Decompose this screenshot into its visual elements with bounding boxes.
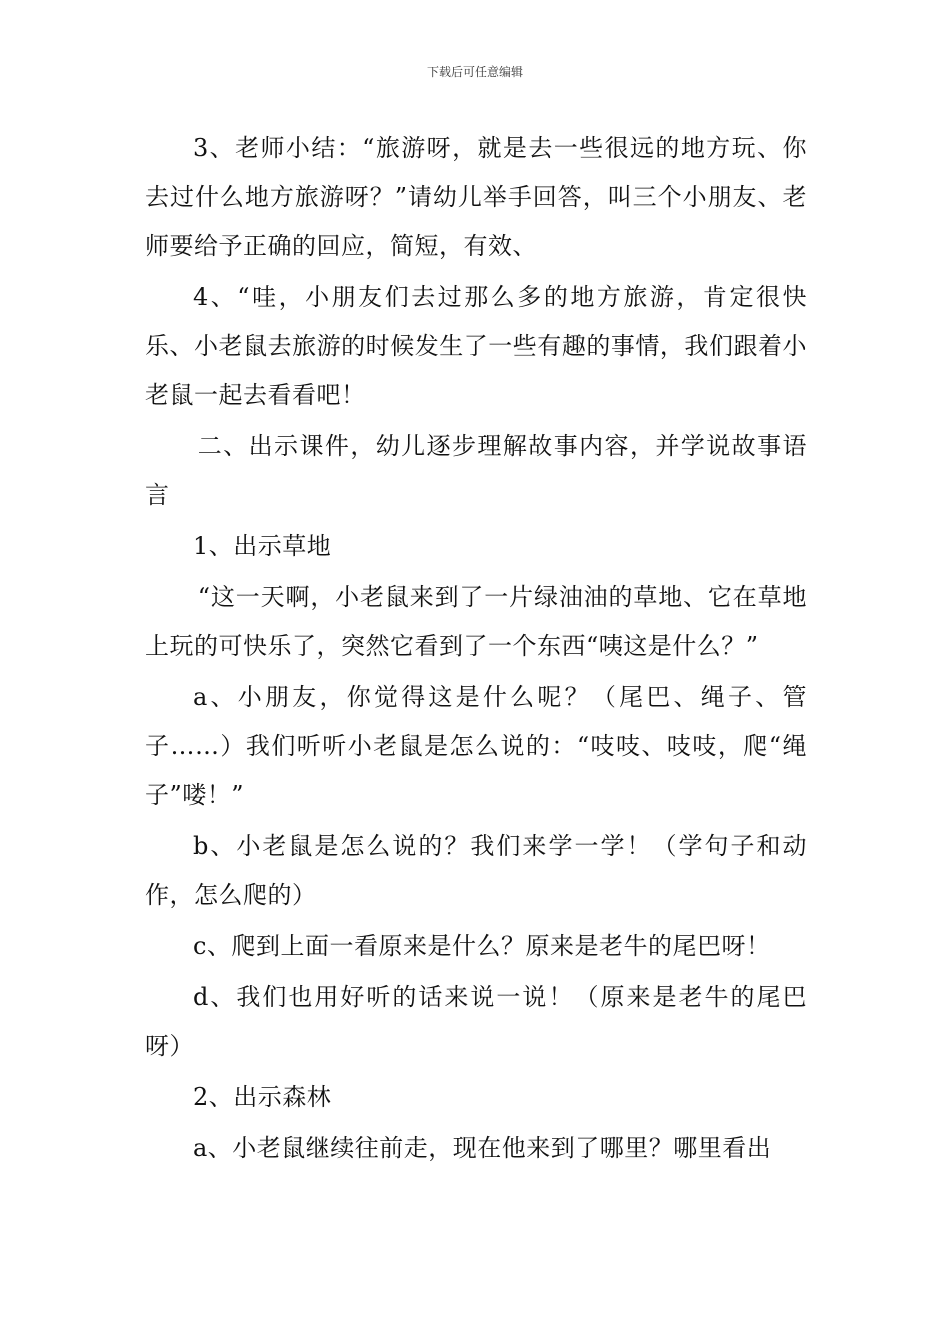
paragraph-item-c: c、爬到上面一看原来是什么？原来是老牛的尾巴呀！ xyxy=(193,932,771,960)
paragraph-follow-mouse: 4、“哇，小朋友们去过那么多的地方旅游，肯定很快乐、小老鼠去旅游的时候发生了一些有趣的事情，我们跟着小老鼠一起去看看吧！ xyxy=(145,283,807,409)
paragraph-item-a: a、小朋友，你觉得这是什么呢？（尾巴、绳子、管子……）我们听听小老鼠是怎么说的：“吱吱、吱吱，爬“绳子”喽！” xyxy=(145,683,807,809)
paragraph-forest-item-a: a、小老鼠继续往前走，现在他来到了哪里？哪里看出 xyxy=(193,1134,772,1162)
paragraph-show-grassland: 1、出示草地 xyxy=(193,532,332,560)
paragraph-show-forest: 2、出示森林 xyxy=(193,1083,332,1111)
paragraph-section-two-heading: 二、出示课件，幼儿逐步理解故事内容，并学说故事语言 xyxy=(145,432,807,509)
paragraph-grassland-story: “这一天啊，小老鼠来到了一片绿油油的草地、它在草地上玩的可快乐了，突然它看到了一个东西“咦这是什么？” xyxy=(145,583,807,660)
paragraph-item-b: b、小老鼠是怎么说的？我们来学一学！（学句子和动作，怎么爬的） xyxy=(145,832,807,909)
paragraph-teacher-summary: 3、老师小结：“旅游呀，就是去一些很远的地方玩、你去过什么地方旅游呀？”请幼儿举手回答，叫三个小朋友、老师要给予正确的回应，简短，有效、 xyxy=(145,134,807,260)
document-body xyxy=(145,124,807,1175)
paragraph-item-d: d、我们也用好听的话来说一说！（原来是老牛的尾巴呀） xyxy=(145,983,807,1060)
page-header: 下载后可任意编辑 xyxy=(426,65,523,79)
